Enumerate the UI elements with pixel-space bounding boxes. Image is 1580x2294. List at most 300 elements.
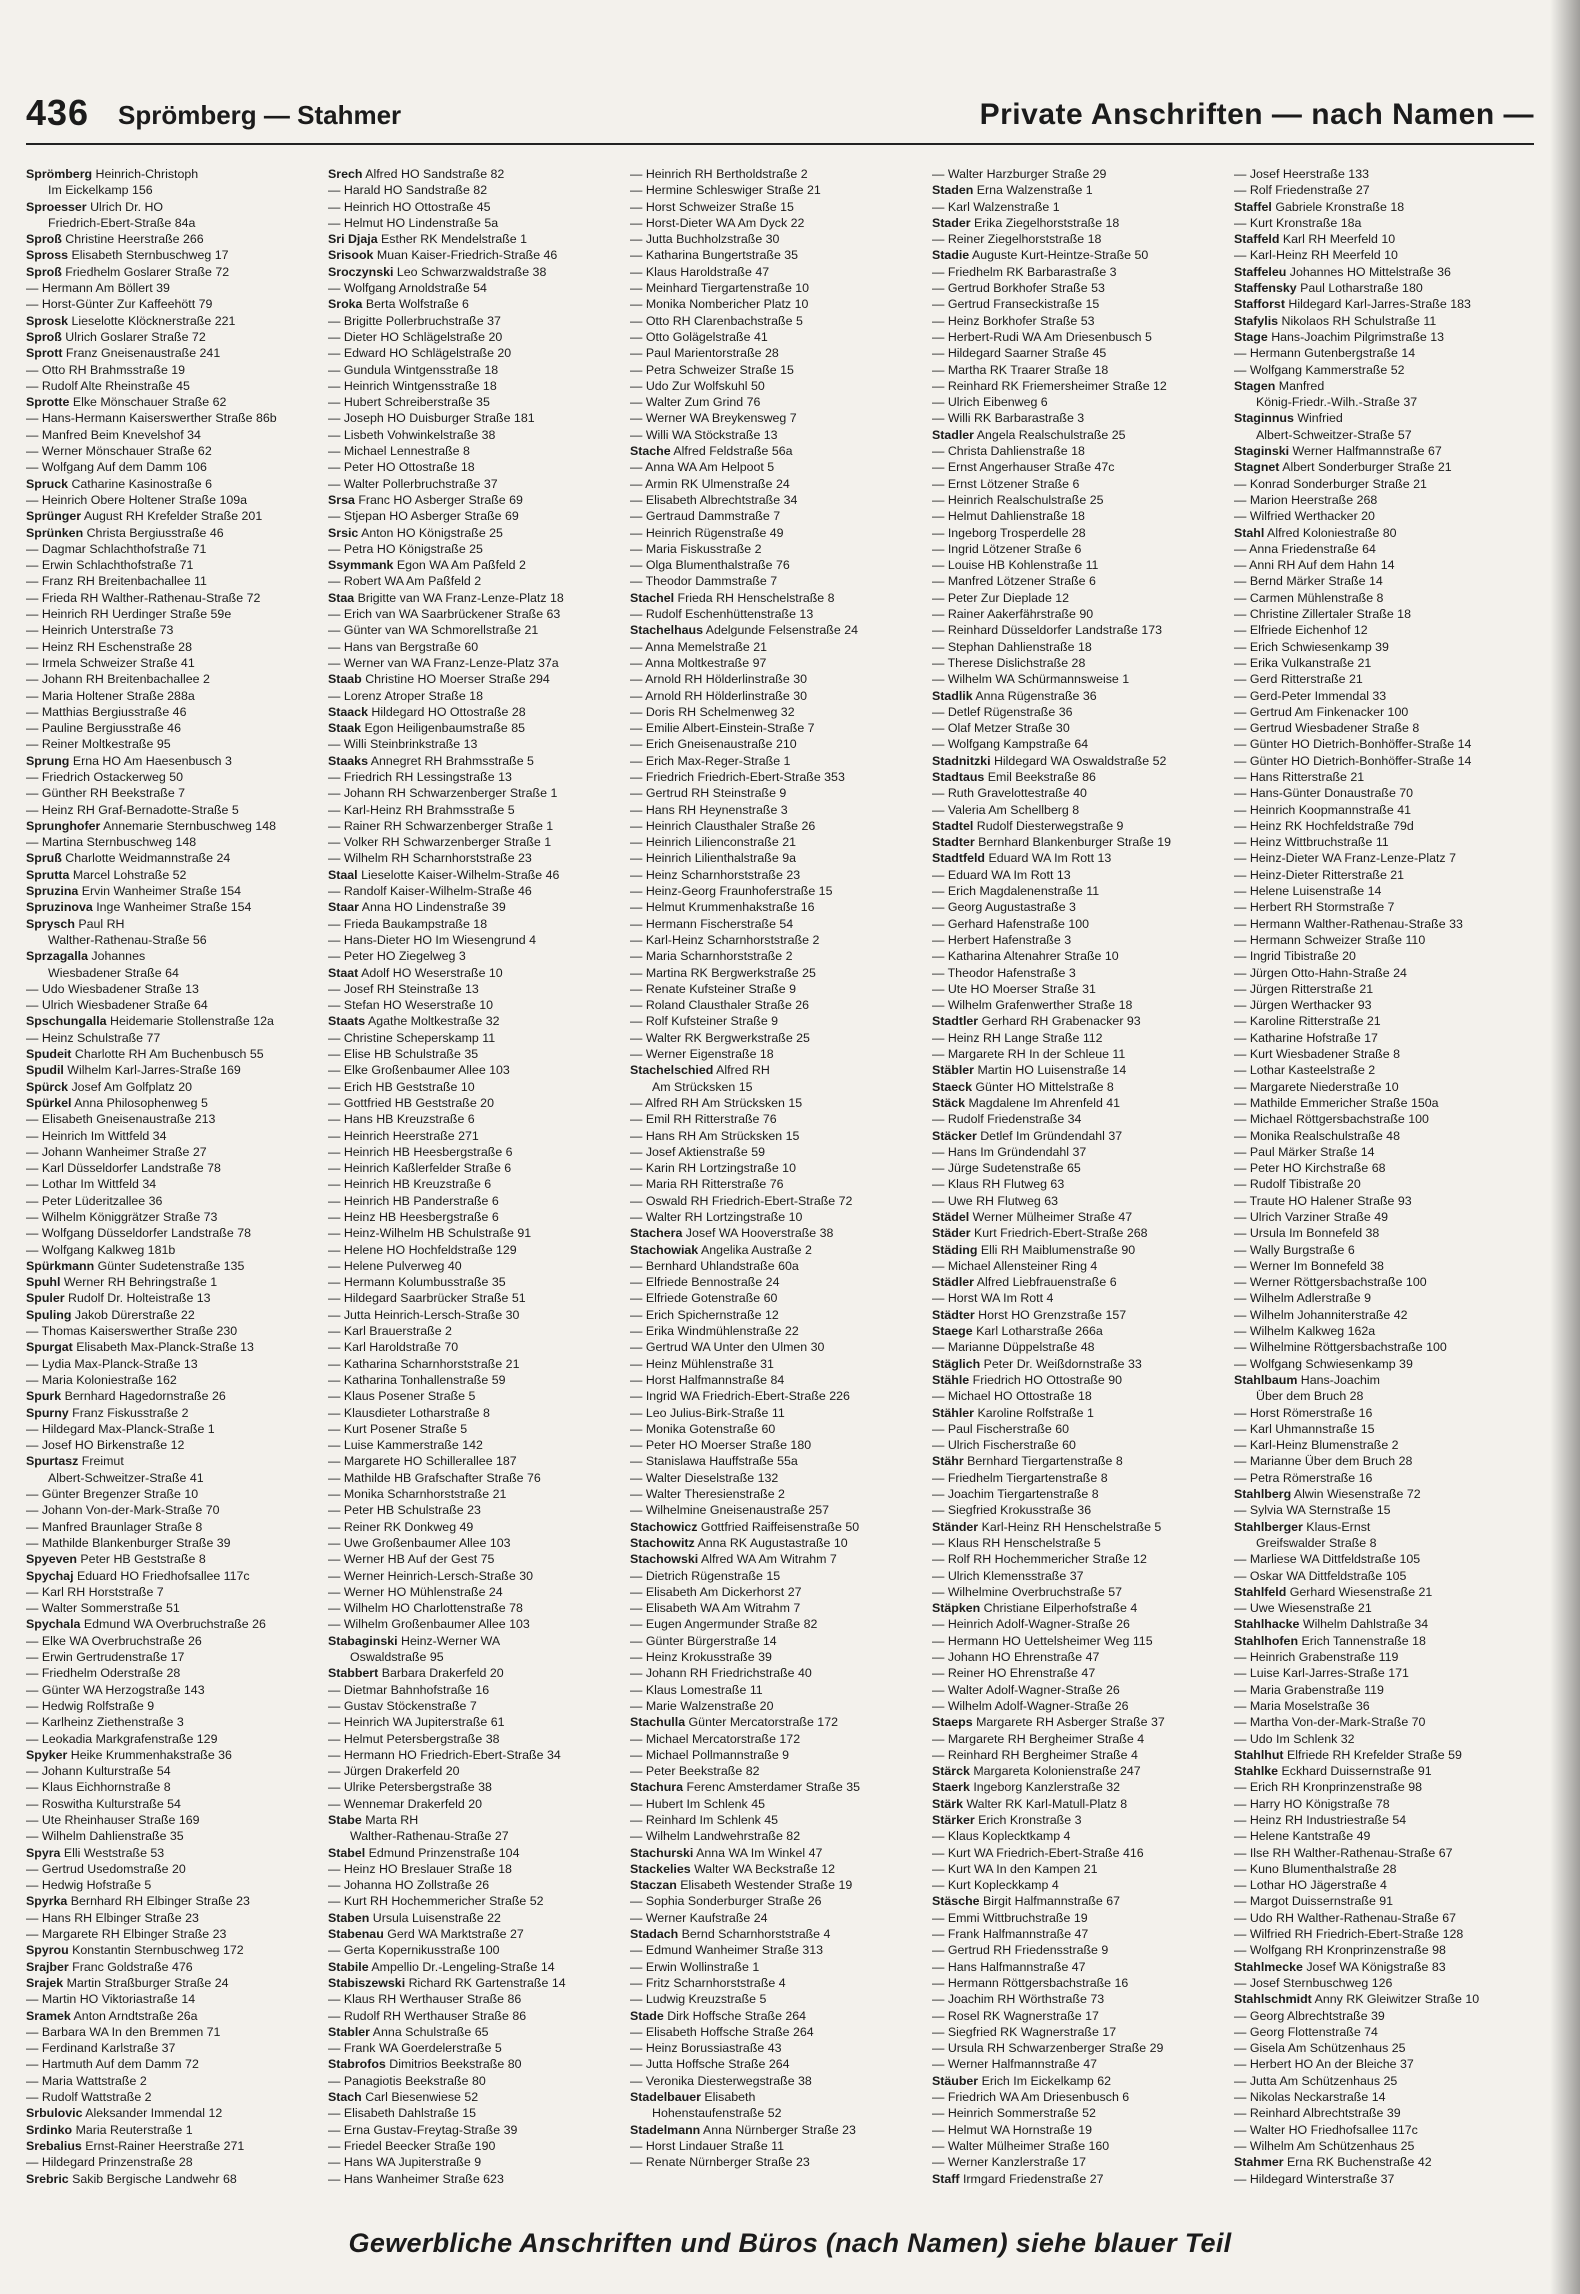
directory-entry xyxy=(932,818,1230,834)
directory-entry: — Hans WA Jupiterstraße 9 xyxy=(328,2155,482,2170)
directory-entry xyxy=(630,1225,928,1241)
entry-surname: Staege xyxy=(932,1324,973,1339)
directory-entry xyxy=(328,296,626,312)
entry-surname: Staerk xyxy=(932,1780,970,1795)
directory-entry: — Michael Lennestraße 8 xyxy=(328,444,470,459)
directory-entry: — Eduard WA Im Rott 13 xyxy=(932,867,1071,882)
directory-entry: — Harald HO Sandstraße 82 xyxy=(328,183,488,198)
directory-entry: — Ingrid Lötzener Straße 6 xyxy=(932,541,1082,556)
directory-entry xyxy=(26,1339,324,1355)
directory-entry: — Heinz Mühlenstraße 31 xyxy=(630,1356,774,1371)
directory-entry: — Reinhard Albrechtstraße 39 xyxy=(1234,2106,1401,2121)
directory-entry: — Otto RH Brahmsstraße 19 xyxy=(26,362,186,377)
directory-entry xyxy=(26,1551,324,1567)
directory-entry: — Reinhard Im Schlenk 45 xyxy=(630,1812,779,1827)
entry-surname: Stachel xyxy=(630,590,675,605)
directory-entry: — Monika Scharnhorststraße 21 xyxy=(328,1487,507,1502)
directory-entry xyxy=(1234,1519,1532,1535)
directory-entry: — Heinrich Wintgensstraße 18 xyxy=(328,378,497,393)
entry-detail: Marta RH xyxy=(361,1812,419,1827)
entry-surname: Sproß xyxy=(26,232,62,247)
directory-entry: — Stanislawa Hauffstraße 55a xyxy=(630,1454,798,1469)
entry-detail: Johannes HO Mittelstraße 36 xyxy=(1286,264,1451,279)
directory-entry xyxy=(26,1062,324,1078)
directory-entry xyxy=(26,1095,324,1111)
entry-detail: Christiane Eilperhofstraße 4 xyxy=(980,1601,1138,1616)
entry-surname: Stabel xyxy=(328,1845,366,1860)
entry-surname: Städler xyxy=(932,1275,975,1290)
entry-detail: Adelgunde Felsenstraße 24 xyxy=(703,623,858,638)
directory-entry: — Erich Spichernstraße 12 xyxy=(630,1307,779,1322)
entry-detail: Charlotte RH Am Buchenbusch 55 xyxy=(71,1047,264,1062)
entry-detail: Peter HB Geststraße 8 xyxy=(76,1552,206,1567)
directory-entry: — Heinrich Lilienthalstraße 9a xyxy=(630,851,796,866)
entry-surname: Staats xyxy=(328,1014,366,1029)
entry-detail: Horst HO Grenzstraße 157 xyxy=(974,1307,1127,1322)
directory-entry xyxy=(630,622,928,638)
entry-detail: Franc Goldstraße 476 xyxy=(68,1959,193,1974)
directory-entry: — Elise HB Schulstraße 35 xyxy=(328,1047,479,1062)
entry-detail: Heike Krummenhakstraße 36 xyxy=(67,1747,232,1762)
entry-detail: Hildegard HO Ottostraße 28 xyxy=(367,704,526,719)
directory-entry xyxy=(1234,329,1532,345)
entry-surname: Stache xyxy=(630,444,671,459)
directory-entry: — Jürgen Werthacker 93 xyxy=(1234,998,1372,1013)
directory-entry: — Frieda Baukampstraße 18 xyxy=(328,916,488,931)
entry-detail: Elisabeth xyxy=(700,2090,756,2105)
directory-entry xyxy=(26,1616,324,1632)
directory-entry: Walther-Rathenau-Straße 27 xyxy=(350,1829,509,1844)
entry-detail: Ulrich Goslarer Straße 72 xyxy=(61,329,206,344)
directory-entry: — Klaus Lomestraße 11 xyxy=(630,1682,763,1697)
directory-entry: — Ute Rheinhauser Straße 169 xyxy=(26,1812,200,1827)
section-title: Private Anschriften — nach Namen — xyxy=(979,98,1534,131)
entry-surname: Stahlhacke xyxy=(1234,1617,1300,1632)
directory-entry: — Friedhelm Tiergartenstraße 8 xyxy=(932,1470,1108,1485)
directory-entry: — Heinrich Koopmannstraße 41 xyxy=(1234,802,1411,817)
directory-entry: — Johann HO Ehrenstraße 47 xyxy=(932,1650,1100,1665)
entry-surname: Stahlfeld xyxy=(1234,1584,1287,1599)
entry-surname: Staal xyxy=(328,867,358,882)
directory-entry xyxy=(932,1519,1230,1535)
directory-entry: — Erich Max-Reger-Straße 1 xyxy=(630,753,791,768)
entry-detail: Leo Schwarzwaldstraße 38 xyxy=(393,264,547,279)
directory-entry: — Friedhelm RK Barbarastraße 3 xyxy=(932,264,1117,279)
column-2 xyxy=(328,166,626,2206)
directory-entry: — Kurt WA Friedrich-Ebert-Straße 416 xyxy=(932,1845,1144,1860)
directory-entry: — Wilhelm RH Scharnhorststraße 23 xyxy=(328,851,532,866)
directory-entry: — Johann Kulturstraße 54 xyxy=(26,1764,171,1779)
directory-entry xyxy=(26,1290,324,1306)
directory-entry: — Michael Röttgersbachstraße 100 xyxy=(1234,1112,1429,1127)
directory-entry: — Heinz Borussiastraße 43 xyxy=(630,2041,782,2056)
directory-entry: — Arnold RH Hölderlinstraße 30 xyxy=(630,672,807,687)
directory-entry: — Karl RH Horststraße 7 xyxy=(26,1584,164,1599)
directory-entry: — Hans-Dieter HO Im Wiesengrund 4 xyxy=(328,932,536,947)
directory-entry: — Wilhelm Adolf-Wagner-Straße 26 xyxy=(932,1698,1129,1713)
directory-entry: — Walter Mülheimer Straße 160 xyxy=(932,2138,1110,2153)
entry-detail: Angelika Austraße 2 xyxy=(698,1242,812,1257)
directory-entry: — Gerta Kopernikusstraße 100 xyxy=(328,1943,500,1958)
directory-entry: — Helene Kantstraße 49 xyxy=(1234,1829,1371,1844)
directory-entry: — Peter HO Ziegelweg 3 xyxy=(328,949,466,964)
directory-entry xyxy=(932,1323,1230,1339)
entry-detail: Josef Am Golfplatz 20 xyxy=(68,1079,192,1094)
directory-entry: — Jutta Hoffsche Straße 264 xyxy=(630,2057,790,2072)
entry-surname: Stachowicz xyxy=(630,1519,698,1534)
entry-detail: Carl Biesenwiese 52 xyxy=(361,2090,479,2105)
entry-surname: Spyrka xyxy=(26,1894,68,1909)
directory-entry: — Manfred Braunlager Straße 8 xyxy=(26,1519,203,1534)
directory-entry: — Lorenz Atroper Straße 18 xyxy=(328,688,483,703)
directory-entry: — Karl Düsseldorfer Landstraße 78 xyxy=(26,1161,221,1176)
entry-surname: Staffeld xyxy=(1234,232,1280,247)
page-header xyxy=(26,92,1534,142)
entry-detail: Bernhard RH Elbinger Straße 23 xyxy=(67,1894,250,1909)
directory-entry xyxy=(26,264,324,280)
entry-detail: Alfred WA Am Witrahm 7 xyxy=(698,1552,837,1567)
entry-surname: Spyra xyxy=(26,1845,61,1860)
directory-entry: — Elfriede Gotenstraße 60 xyxy=(630,1291,778,1306)
directory-entry: — Peter Lüderitzallee 36 xyxy=(26,1193,163,1208)
directory-entry: — Hildegard Saarner Straße 45 xyxy=(932,346,1107,361)
directory-entry: — Werner Im Bonnefeld 38 xyxy=(1234,1258,1384,1273)
directory-entry: — Klaus Haroldstraße 47 xyxy=(630,264,770,279)
directory-entry xyxy=(26,899,324,915)
directory-entry: — Gerhard Hafenstraße 100 xyxy=(932,916,1090,931)
directory-entry xyxy=(26,525,324,541)
entry-detail: Johannes xyxy=(87,949,146,964)
directory-entry: — Karl Haroldstraße 70 xyxy=(328,1340,459,1355)
directory-entry: — Erich Schwiesenkamp 39 xyxy=(1234,639,1389,654)
entry-surname: Spruzina xyxy=(26,884,79,899)
entry-surname: Srebalius xyxy=(26,2138,82,2153)
directory-entry: — Karl-Heinz Blumenstraße 2 xyxy=(1234,1438,1399,1453)
directory-entry: — Sylvia WA Sternstraße 15 xyxy=(1234,1503,1391,1518)
directory-entry: — Erna Gustav-Freytag-Straße 39 xyxy=(328,2122,518,2137)
entry-surname: Stabler xyxy=(328,2024,371,2039)
directory-entry: — Elfriede Eichenhof 12 xyxy=(1234,623,1368,638)
directory-entry: — Lothar Im Wittfeld 34 xyxy=(26,1177,157,1192)
directory-entry: — Bernhard Uhlandstraße 60a xyxy=(630,1258,799,1273)
directory-entry xyxy=(932,1062,1230,1078)
directory-entry: — Günter Bürgerstraße 14 xyxy=(630,1633,777,1648)
directory-entry: — Udo Im Schlenk 32 xyxy=(1234,1731,1355,1746)
directory-entry xyxy=(26,166,324,182)
entry-surname: Stäsche xyxy=(932,1894,980,1909)
directory-entry: — Hans RH Elbinger Straße 23 xyxy=(26,1910,199,1925)
directory-entry: — Kurt RH Hochemmericher Straße 52 xyxy=(328,1894,544,1909)
directory-entry: — Georg Albrechtstraße 39 xyxy=(1234,2008,1385,2023)
directory-entry: — Hermann HO Friedrich-Ebert-Straße 34 xyxy=(328,1747,561,1762)
entry-detail: Hans-Joachim Pilgrimstraße 13 xyxy=(1267,329,1445,344)
entry-detail: Ervin Wanheimer Straße 154 xyxy=(78,884,242,899)
directory-entry: — Günter HO Dietrich-Bonhöffer-Straße 14 xyxy=(1234,737,1472,752)
entry-surname: Srsa xyxy=(328,492,355,507)
column-5 xyxy=(1234,166,1532,2206)
directory-entry: — Michael Allensteiner Ring 4 xyxy=(932,1258,1098,1273)
entry-detail: Werner Mülheimer Straße 47 xyxy=(969,1210,1133,1224)
entry-detail: Ingeborg Kanzlerstraße 32 xyxy=(969,1780,1121,1795)
entry-surname: Stahl xyxy=(1234,525,1265,540)
directory-entry: — Wilhelmine Overbruchstraße 57 xyxy=(932,1584,1123,1599)
directory-entry: — Lothar HO Jägerstraße 4 xyxy=(1234,1878,1387,1893)
directory-entry: — Heinz-Wilhelm HB Schulstraße 91 xyxy=(328,1226,532,1241)
directory-entry: — Heinrich HB Heesbergstraße 6 xyxy=(328,1144,513,1159)
directory-entry: — Karoline Ritterstraße 21 xyxy=(1234,1014,1381,1029)
entry-detail: Elisabeth Westender Straße 19 xyxy=(676,1878,853,1893)
directory-entry: — Petra Römerstraße 16 xyxy=(1234,1470,1373,1485)
directory-entry: — Horst Römerstraße 16 xyxy=(1234,1405,1373,1420)
directory-entry: — Heinrich HO Ottostraße 45 xyxy=(328,199,491,214)
entry-detail: Erich Im Eickelkamp 62 xyxy=(978,2073,1112,2088)
entry-detail: Alfred Liebfrauenstraße 6 xyxy=(974,1275,1117,1290)
directory-entry: — Klaus Posener Straße 5 xyxy=(328,1389,476,1404)
directory-entry: — Peter Beekstraße 82 xyxy=(630,1764,760,1779)
directory-entry xyxy=(328,1959,626,1975)
entry-surname: Sramek xyxy=(26,2008,71,2023)
directory-entry: — Karl-Heinz RH Brahmsstraße 5 xyxy=(328,802,515,817)
entry-surname: Städer xyxy=(932,1226,971,1241)
directory-entry: — Traute HO Halener Straße 93 xyxy=(1234,1193,1412,1208)
directory-entry: — Herbert Hafenstraße 3 xyxy=(932,932,1072,947)
directory-entry: — Günter HO Dietrich-Bonhöffer-Straße 14 xyxy=(1234,753,1472,768)
directory-entry xyxy=(1234,443,1532,459)
entry-surname: Staeck xyxy=(932,1079,972,1094)
column-4 xyxy=(932,166,1230,2206)
entry-detail: Alfred Feldstraße 56a xyxy=(670,444,793,459)
entry-surname: Stahlberger xyxy=(1234,1519,1303,1534)
directory-entry xyxy=(26,247,324,263)
directory-entry: — Heinrich HB Panderstraße 6 xyxy=(328,1193,499,1208)
directory-entry: — Irmela Schweizer Straße 41 xyxy=(26,655,195,670)
directory-entry xyxy=(1234,1616,1532,1632)
directory-entry: — Maria Fiskusstraße 2 xyxy=(630,541,762,556)
directory-entry: — Günter WA Herzogstraße 143 xyxy=(26,1682,205,1697)
directory-entry: — Wilhelm Königgrätzer Straße 73 xyxy=(26,1210,218,1224)
entry-surname: Staff xyxy=(932,2171,960,2186)
entry-detail: Werner RH Behringstraße 1 xyxy=(60,1275,218,1290)
directory-entry xyxy=(328,2089,626,2105)
entry-detail: Annemarie Sternbuschweg 148 xyxy=(100,818,276,833)
directory-entry: — Elke WA Overbruchstraße 26 xyxy=(26,1633,202,1648)
directory-entry: — Katharine Hofstraße 17 xyxy=(1234,1030,1378,1045)
directory-entry xyxy=(328,590,626,606)
directory-entry: — Marianne Düppelstraße 48 xyxy=(932,1340,1095,1355)
entry-surname: Stage xyxy=(1234,329,1268,344)
directory-entry xyxy=(932,1079,1230,1095)
directory-entry xyxy=(630,1861,928,1877)
entry-surname: Stachelhaus xyxy=(630,623,703,638)
entry-detail: Annegret RH Brahmsstraße 5 xyxy=(367,753,534,768)
directory-entry: — Heinz RH Industriestraße 54 xyxy=(1234,1812,1407,1827)
directory-entry: — Hermann Gutenbergstraße 14 xyxy=(1234,346,1416,361)
entry-surname: Sproß xyxy=(26,264,62,279)
directory-entry xyxy=(1234,1747,1532,1763)
directory-entry: — Wilhelmine Röttgersbachstraße 100 xyxy=(1234,1340,1447,1355)
directory-entry: — Martha Von-der-Mark-Straße 70 xyxy=(1234,1715,1426,1730)
directory-entry xyxy=(1234,199,1532,215)
directory-entry: — Roland Clausthaler Straße 26 xyxy=(630,998,810,1013)
directory-entry: — Valeria Am Schellberg 8 xyxy=(932,802,1080,817)
entry-surname: Stärker xyxy=(932,1812,975,1827)
entry-surname: Stahlbaum xyxy=(1234,1372,1298,1387)
entry-detail: Marcel Lohstraße 52 xyxy=(69,867,187,882)
directory-entry: — Wilfried RH Friedrich-Ebert-Straße 128 xyxy=(1234,1927,1464,1942)
directory-entry: — Johann Von-der-Mark-Straße 70 xyxy=(26,1503,220,1518)
directory-entry xyxy=(328,704,626,720)
directory-entry: — Heinz RK Hochfeldstraße 79d xyxy=(1234,818,1414,833)
directory-entry: — Heinz HB Heesbergstraße 6 xyxy=(328,1210,499,1224)
directory-entry: — Heinz Scharnhorststraße 23 xyxy=(630,867,801,882)
entry-surname: Staden xyxy=(932,183,974,198)
directory-entry: — Paul Marientorstraße 28 xyxy=(630,346,779,361)
entry-surname: Stadtel xyxy=(932,818,974,833)
directory-entry: — Wolfgang Kammerstraße 52 xyxy=(1234,362,1405,377)
directory-entry xyxy=(328,1665,626,1681)
directory-entry xyxy=(630,1535,928,1551)
directory-entry: — Stjepan HO Asberger Straße 69 xyxy=(328,509,519,524)
directory-entry: — Wolfgang Düsseldorfer Landstraße 78 xyxy=(26,1226,251,1241)
directory-entry xyxy=(932,1209,1230,1225)
entry-detail: Klaus-Ernst xyxy=(1302,1519,1371,1534)
directory-entry: — Ingrid Tibistraße 20 xyxy=(1234,949,1356,964)
directory-entry: — Eugen Angermunder Straße 82 xyxy=(630,1617,818,1632)
directory-entry: — Ursula RH Schwarzenberger Straße 29 xyxy=(932,2041,1164,2056)
directory-entry: — Jürgen Drakerfeld 20 xyxy=(328,1764,460,1779)
entry-detail: Karl Lotharstraße 266a xyxy=(972,1324,1103,1339)
entry-surname: Staack xyxy=(328,704,368,719)
directory-entry: — Wilhelm Grafenwerther Straße 18 xyxy=(932,998,1133,1013)
directory-entry: — Günter van WA Schmorellstraße 21 xyxy=(328,623,539,638)
entry-surname: Stachowski xyxy=(630,1552,699,1567)
entry-surname: Spurk xyxy=(26,1389,62,1404)
entry-detail: Hildegard WA Oswaldstraße 52 xyxy=(990,753,1167,768)
entry-detail: Detlef Im Gründendahl 37 xyxy=(976,1128,1123,1143)
directory-entry: — Louise HB Kohlenstraße 11 xyxy=(932,558,1099,573)
entry-surname: Spyker xyxy=(26,1747,68,1762)
entry-detail: Erich Kronstraße 3 xyxy=(974,1812,1082,1827)
entry-detail: Barbara Drakerfeld 20 xyxy=(378,1666,504,1681)
directory-entry: — Hermann Am Böllert 39 xyxy=(26,281,170,296)
directory-entry: — Horst-Dieter WA Am Dyck 22 xyxy=(630,215,805,230)
directory-entry: — Heinrich HB Kreuzstraße 6 xyxy=(328,1177,492,1192)
directory-entry xyxy=(26,345,324,361)
entry-detail: Auguste Kurt-Heintze-Straße 50 xyxy=(969,248,1149,263)
directory-entry: — Margarete RH Bergheimer Straße 4 xyxy=(932,1731,1145,1746)
directory-entry: — Ulrich Fischerstraße 60 xyxy=(932,1438,1076,1453)
directory-entry xyxy=(630,1926,928,1942)
directory-entry: — Heinz Schulstraße 77 xyxy=(26,1030,161,1045)
directory-entry xyxy=(26,850,324,866)
directory-entry: — Otto Golägelstraße 41 xyxy=(630,329,768,344)
entry-surname: Staab xyxy=(328,672,362,687)
entry-surname: Stäpken xyxy=(932,1601,981,1616)
directory-entry: — Paul Fischerstraße 60 xyxy=(932,1421,1070,1436)
directory-entry: — Helene Luisenstraße 14 xyxy=(1234,884,1382,899)
entry-detail: Paul Lotharstraße 180 xyxy=(1296,281,1423,296)
entry-detail: Dimitrios Beekstraße 80 xyxy=(385,2057,522,2072)
directory-entry xyxy=(26,231,324,247)
directory-entry: — Rudolf RH Werthauser Straße 86 xyxy=(328,2008,527,2023)
directory-entry: — Monika Nombericher Platz 10 xyxy=(630,297,809,312)
directory-entry: — Theodor Hafenstraße 3 xyxy=(932,965,1076,980)
entry-detail: Muan Kaiser-Friedrich-Straße 46 xyxy=(373,248,558,263)
directory-entry: Albert-Schweitzer-Straße 57 xyxy=(1256,427,1412,442)
directory-entry: — Leo Julius-Birk-Straße 11 xyxy=(630,1405,785,1420)
directory-entry: — Klaus Koplecktkamp 4 xyxy=(932,1829,1071,1844)
entry-detail: Gerd WA Marktstraße 27 xyxy=(383,1927,524,1942)
directory-entry: — Panagiotis Beekstraße 80 xyxy=(328,2073,486,2088)
entry-surname: Srajek xyxy=(26,1975,64,1990)
entry-detail: Rudolf Dr. Holteistraße 13 xyxy=(64,1291,211,1306)
entry-detail: Ferenc Amsterdamer Straße 35 xyxy=(683,1780,861,1795)
directory-entry: — Herbert-Rudi WA Am Driesenbusch 5 xyxy=(932,329,1152,344)
directory-entry: — Horst-Günter Zur Kaffeehött 79 xyxy=(26,297,213,312)
directory-entry: — Wilhelm WA Schürmannsweise 1 xyxy=(932,672,1130,687)
directory-entry: — Günter Bregenzer Straße 10 xyxy=(26,1487,199,1502)
directory-entry xyxy=(328,1975,626,1991)
directory-entry: — Josef Sternbuschweg 126 xyxy=(1234,1975,1393,1990)
entry-detail: Ulrich Dr. HO xyxy=(86,199,164,214)
directory-entry xyxy=(26,1079,324,1095)
directory-entry: — Katharina Altenahrer Straße 10 xyxy=(932,949,1119,964)
directory-entry xyxy=(630,1242,928,1258)
directory-entry: — Reiner Ziegelhorststraße 18 xyxy=(932,232,1102,247)
directory-entry: — Friedrich Friedrich-Ebert-Straße 353 xyxy=(630,769,845,784)
directory-entry: — Ferdinand Karlstraße 37 xyxy=(26,2041,176,2056)
directory-entry: — Maria Holtener Straße 288a xyxy=(26,688,195,703)
directory-entry: — Konrad Sonderburger Straße 21 xyxy=(1234,476,1427,491)
directory-entry xyxy=(932,1356,1230,1372)
directory-entry: — Rosel RK Wagnerstraße 17 xyxy=(932,2008,1099,2023)
entry-surname: Srisook xyxy=(328,248,374,263)
directory-entry: — Elfriede Bennostraße 24 xyxy=(630,1275,780,1290)
entry-detail: Rudolf Diesterwegstraße 9 xyxy=(973,818,1124,833)
directory-entry xyxy=(26,2105,324,2121)
entry-detail: Margarete RH Asberger Straße 37 xyxy=(972,1715,1165,1730)
entry-detail: Alfred RH xyxy=(713,1063,770,1078)
directory-entry: — Heinrich Clausthaler Straße 26 xyxy=(630,818,816,833)
directory-entry: — Karl Uhmannstraße 15 xyxy=(1234,1421,1375,1436)
directory-entry xyxy=(26,2008,324,2024)
directory-entry: — Marion Heerstraße 268 xyxy=(1234,492,1378,507)
directory-entry xyxy=(630,1551,928,1567)
entry-surname: Staffeleu xyxy=(1234,264,1287,279)
directory-entry: — Karl Walzenstraße 1 xyxy=(932,199,1060,214)
directory-entry: — Anna WA Am Helpoot 5 xyxy=(630,460,775,475)
entry-detail: Franz Gneisenaustraße 241 xyxy=(62,346,221,361)
directory-entry: — Hans HB Kreuzstraße 6 xyxy=(328,1112,475,1127)
entry-surname: Spyeven xyxy=(26,1552,77,1567)
directory-entry xyxy=(26,2171,324,2187)
directory-entry: — Uwe RH Flutweg 63 xyxy=(932,1193,1059,1208)
directory-entry xyxy=(932,2073,1230,2089)
directory-entry xyxy=(26,508,324,524)
directory-entry: — Heinz Wittbruchstraße 11 xyxy=(1234,835,1389,850)
directory-entry: — Carmen Mühlenstraße 8 xyxy=(1234,590,1384,605)
directory-entry: — Werner Eigenstraße 18 xyxy=(630,1047,774,1062)
entry-surname: Spudeit xyxy=(26,1047,72,1062)
directory-entry: — Wilhelm Adlerstraße 9 xyxy=(1234,1291,1372,1306)
directory-entry: — Wolfgang Kalkweg 181b xyxy=(26,1242,176,1257)
directory-entry: — Erich Magdalenenstraße 11 xyxy=(932,884,1100,899)
directory-entry xyxy=(26,1453,324,1469)
directory-entry: — Willi RK Barbarastraße 3 xyxy=(932,411,1085,426)
directory-entry: — Emmi Wittbruchstraße 19 xyxy=(932,1910,1088,1925)
directory-entry: — Erwin Gertrudenstraße 17 xyxy=(26,1650,185,1665)
directory-entry: — Edmund Wanheimer Straße 313 xyxy=(630,1943,824,1958)
